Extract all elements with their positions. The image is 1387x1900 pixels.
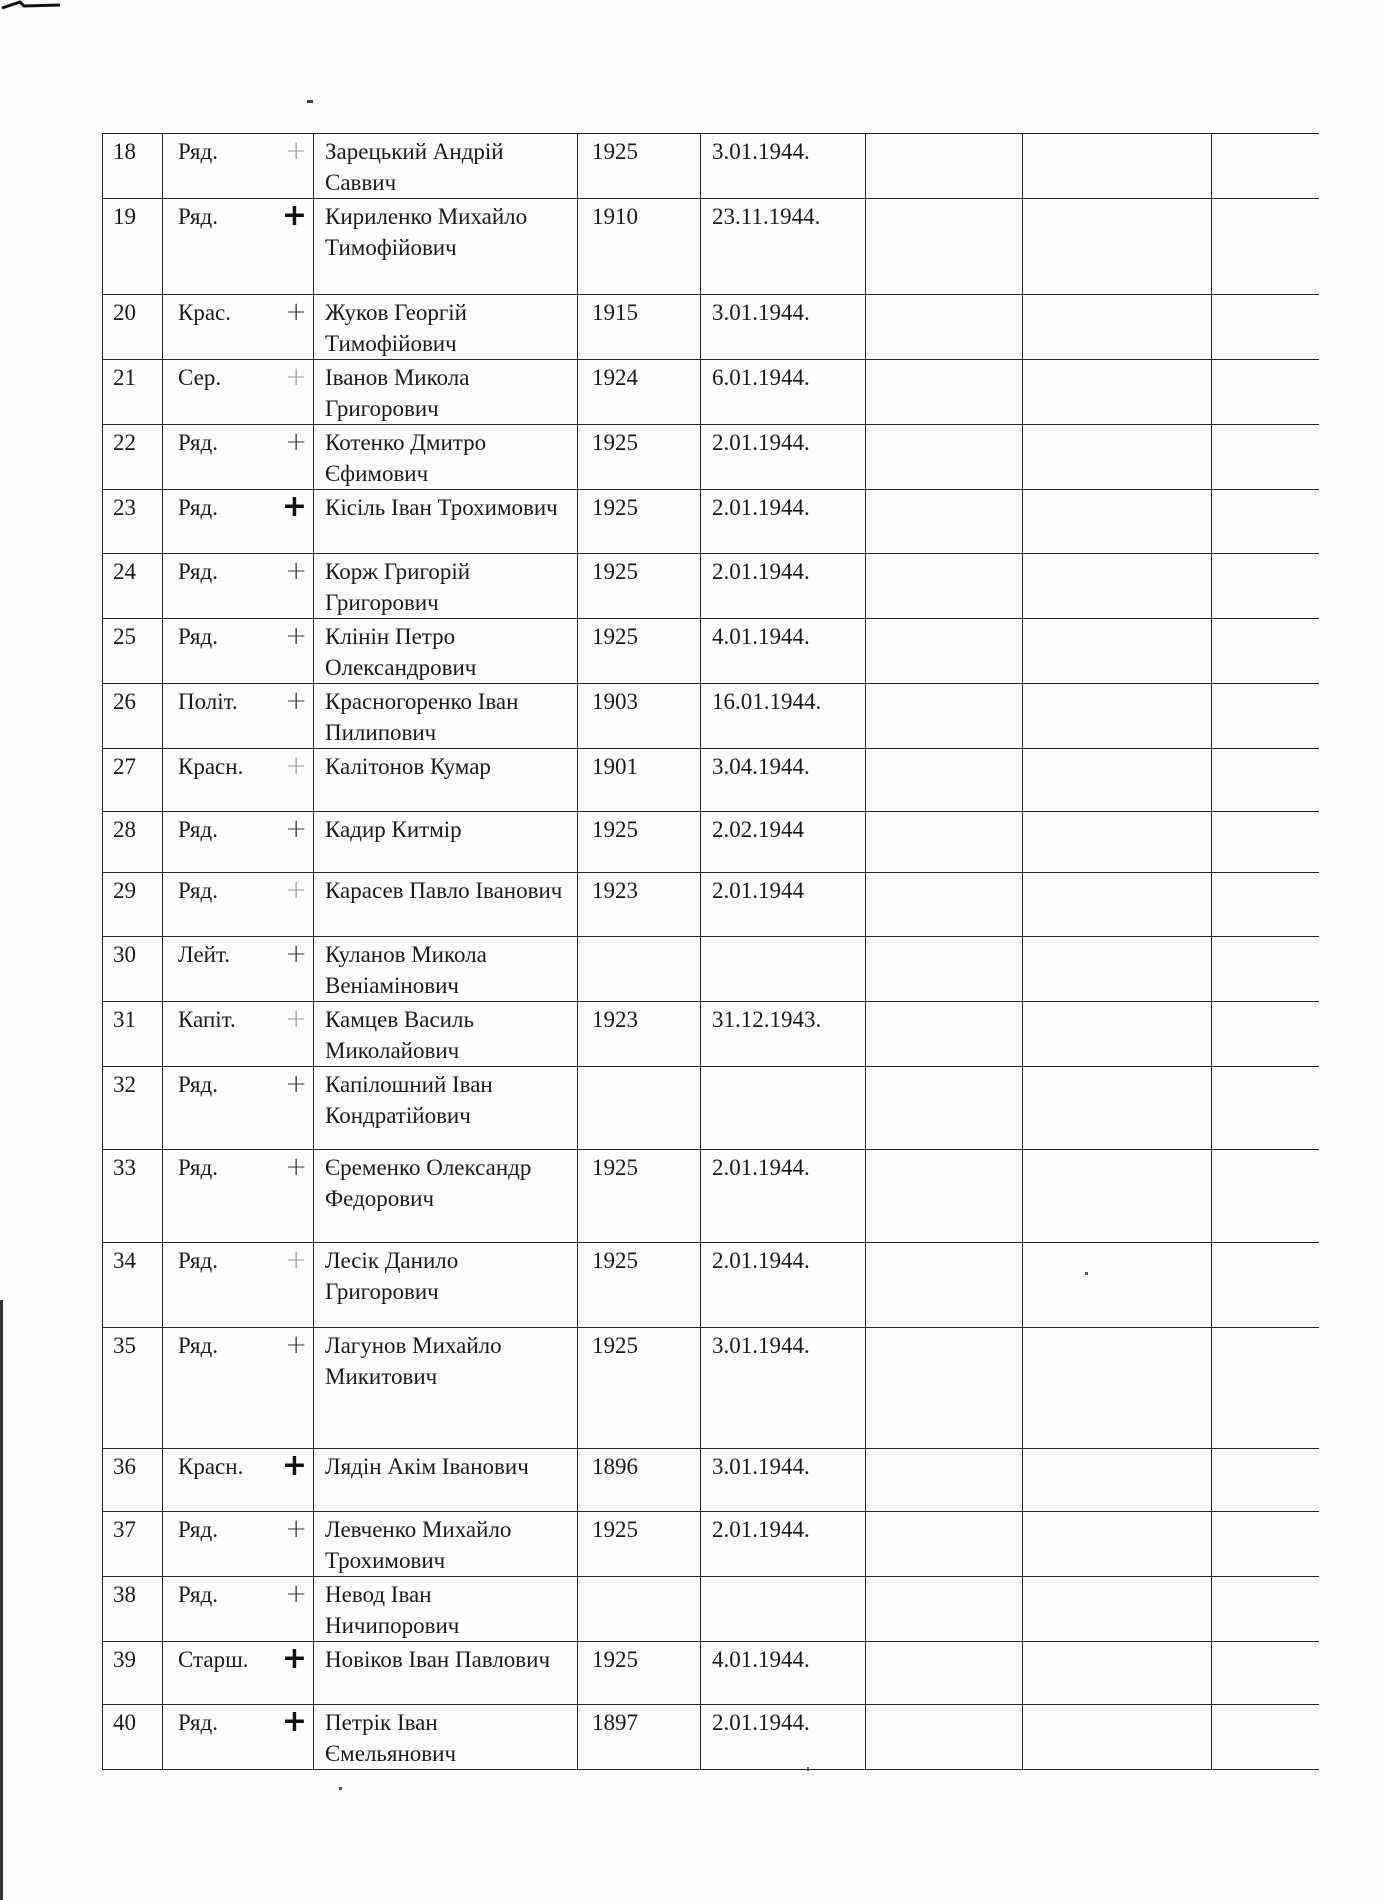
rank-cell: Ряд. + [163, 199, 314, 295]
name-cell: Єременко Олександр Федорович [314, 1150, 578, 1243]
death-date-cell: 4.01.1944. [701, 619, 866, 684]
table-row [103, 1642, 1319, 1705]
table-row [103, 1577, 1319, 1642]
empty-cell [1023, 1243, 1212, 1328]
birth-year-cell: 1925 [578, 425, 701, 490]
empty-cell [1023, 749, 1212, 812]
table-row [103, 684, 1319, 749]
row-number-cell: 34 [103, 1243, 163, 1328]
handwritten-cross-icon: + [281, 1448, 307, 1483]
casualty-table [102, 133, 1318, 1770]
handwritten-cross-icon: + [285, 1579, 307, 1609]
rank-cell: Ряд. + [163, 1328, 314, 1449]
table-row [103, 937, 1319, 1002]
birth-year-cell: 1925 [578, 1642, 701, 1705]
empty-cell [866, 749, 1023, 812]
birth-year-cell [578, 937, 701, 1002]
name-cell: Корж Григорій Григорович [314, 554, 578, 619]
handwritten-cross-icon: + [285, 427, 307, 457]
birth-year-cell: 1925 [578, 1512, 701, 1577]
row-number-cell: 25 [103, 619, 163, 684]
empty-cell [866, 684, 1023, 749]
name-cell: Кадир Китмір [314, 812, 578, 873]
handwritten-cross-icon: + [285, 297, 307, 327]
name-cell: Кісіль Іван Трохимович [314, 490, 578, 554]
handwritten-cross-icon: + [281, 1704, 307, 1739]
empty-cell [866, 1449, 1023, 1512]
birth-year-cell: 1925 [578, 812, 701, 873]
name-cell: Новіков Іван Павлович [314, 1642, 578, 1705]
empty-cell [866, 295, 1023, 360]
table-row [103, 1002, 1319, 1067]
empty-cell [1212, 1328, 1319, 1449]
name-cell: Лагунов Михайло Микитович [314, 1328, 578, 1449]
empty-cell [866, 554, 1023, 619]
empty-cell [1212, 360, 1319, 425]
death-date-cell: 4.01.1944. [701, 1642, 866, 1705]
name-cell: Лесік Данило Григорович [314, 1243, 578, 1328]
empty-cell [1212, 1705, 1319, 1770]
rank-cell: Сер. + [163, 360, 314, 425]
row-number-cell: 31 [103, 1002, 163, 1067]
empty-cell [866, 1642, 1023, 1705]
name-cell: Лядін Акім Іванович [314, 1449, 578, 1512]
row-number-cell: 30 [103, 937, 163, 1002]
empty-cell [866, 490, 1023, 554]
scan-left-edge [0, 1300, 3, 1900]
name-cell: Кириленко Михайло Тимофійович [314, 199, 578, 295]
handwritten-cross-icon: + [285, 751, 307, 781]
table-row [103, 360, 1319, 425]
rank-cell: Красн. + [163, 1449, 314, 1512]
empty-cell [1023, 873, 1212, 937]
empty-cell [1023, 1328, 1212, 1449]
birth-year-cell: 1915 [578, 295, 701, 360]
empty-cell [1212, 619, 1319, 684]
empty-cell [1023, 360, 1212, 425]
death-date-cell: 3.01.1944. [701, 134, 866, 199]
death-date-cell: 6.01.1944. [701, 360, 866, 425]
row-number-cell: 38 [103, 1577, 163, 1642]
empty-cell [1023, 684, 1212, 749]
row-number-cell: 35 [103, 1328, 163, 1449]
empty-cell [866, 1150, 1023, 1243]
rank-cell: Ряд. + [163, 1705, 314, 1770]
birth-year-cell [578, 1577, 701, 1642]
table-row [103, 749, 1319, 812]
empty-cell [1212, 749, 1319, 812]
rank-cell: Ряд. + [163, 554, 314, 619]
handwritten-cross-icon: + [281, 198, 307, 233]
table-row [103, 199, 1319, 295]
handwritten-cross-icon: + [285, 1245, 307, 1275]
rank-cell: Капіт. + [163, 1002, 314, 1067]
table-row [103, 812, 1319, 873]
empty-cell [1212, 1642, 1319, 1705]
row-number-cell: 24 [103, 554, 163, 619]
table-row [103, 490, 1319, 554]
handwritten-cross-icon: + [281, 1641, 307, 1676]
name-cell: Левченко Михайло Трохимович [314, 1512, 578, 1577]
empty-cell [866, 619, 1023, 684]
empty-cell [1212, 1243, 1319, 1328]
birth-year-cell: 1925 [578, 1150, 701, 1243]
empty-cell [866, 937, 1023, 1002]
table-row [103, 1705, 1319, 1770]
empty-cell [1023, 554, 1212, 619]
row-number-cell: 23 [103, 490, 163, 554]
name-cell: Зарецький Андрій Саввич [314, 134, 578, 199]
name-cell: Котенко Дмитро Єфимович [314, 425, 578, 490]
rank-cell: Ряд. + [163, 1150, 314, 1243]
row-number-cell: 29 [103, 873, 163, 937]
rank-cell: Ряд. + [163, 873, 314, 937]
handwritten-cross-icon: + [285, 1069, 307, 1099]
empty-cell [866, 812, 1023, 873]
rank-cell: Крас. + [163, 295, 314, 360]
empty-cell [1023, 1705, 1212, 1770]
empty-cell [1212, 1577, 1319, 1642]
empty-cell [1212, 1150, 1319, 1243]
birth-year-cell: 1901 [578, 749, 701, 812]
table-row [103, 295, 1319, 360]
birth-year-cell: 1925 [578, 1328, 701, 1449]
empty-cell [1212, 199, 1319, 295]
handwritten-cross-icon: + [281, 489, 307, 524]
table-row [103, 134, 1319, 199]
empty-cell [1212, 684, 1319, 749]
birth-year-cell: 1924 [578, 360, 701, 425]
handwritten-cross-icon: + [285, 939, 307, 969]
birth-year-cell: 1923 [578, 1002, 701, 1067]
empty-cell [866, 1705, 1023, 1770]
birth-year-cell: 1923 [578, 873, 701, 937]
name-cell: Карасев Павло Іванович [314, 873, 578, 937]
name-cell: Капілошний Іван Кондратійович [314, 1067, 578, 1150]
scan-corner-mark [0, 0, 80, 14]
handwritten-cross-icon: + [285, 814, 307, 844]
row-number-cell: 18 [103, 134, 163, 199]
rank-cell: Лейт. + [163, 937, 314, 1002]
table-row [103, 1512, 1319, 1577]
handwritten-cross-icon: + [285, 136, 307, 166]
name-cell: Невод Іван Ничипорович [314, 1577, 578, 1642]
empty-cell [1023, 1150, 1212, 1243]
empty-cell [1212, 425, 1319, 490]
death-date-cell [701, 1067, 866, 1150]
death-date-cell: 2.01.1944. [701, 490, 866, 554]
rank-cell: Політ. + [163, 684, 314, 749]
row-number-cell: 22 [103, 425, 163, 490]
birth-year-cell: 1903 [578, 684, 701, 749]
empty-cell [1023, 1642, 1212, 1705]
table-row [103, 425, 1319, 490]
scan-dot [339, 1787, 342, 1790]
empty-cell [1212, 134, 1319, 199]
handwritten-cross-icon: + [285, 1330, 307, 1360]
row-number-cell: 32 [103, 1067, 163, 1150]
row-number-cell: 20 [103, 295, 163, 360]
birth-year-cell: 1925 [578, 490, 701, 554]
empty-cell [1023, 1067, 1212, 1150]
name-cell: Жуков Георгій Тимофійович [314, 295, 578, 360]
rank-cell: Ряд. + [163, 425, 314, 490]
death-date-cell: 16.01.1944. [701, 684, 866, 749]
death-date-cell: 2.01.1944. [701, 1243, 866, 1328]
row-number-cell: 27 [103, 749, 163, 812]
rank-cell: Ряд. + [163, 1512, 314, 1577]
scan-dot [307, 100, 313, 103]
birth-year-cell [578, 1067, 701, 1150]
name-cell: Красногоренко Іван Пилипович [314, 684, 578, 749]
table-row [103, 619, 1319, 684]
handwritten-cross-icon: + [285, 1152, 307, 1182]
table-row [103, 1243, 1319, 1328]
name-cell: Клінін Петро Олександрович [314, 619, 578, 684]
empty-cell [866, 1002, 1023, 1067]
handwritten-cross-icon: + [285, 875, 307, 905]
table-row [103, 1067, 1319, 1150]
name-cell: Куланов Микола Веніамінович [314, 937, 578, 1002]
empty-cell [1212, 490, 1319, 554]
empty-cell [1212, 554, 1319, 619]
name-cell: Петрік Іван Ємельянович [314, 1705, 578, 1770]
empty-cell [866, 1512, 1023, 1577]
rank-cell: Красн. + [163, 749, 314, 812]
empty-cell [866, 425, 1023, 490]
empty-cell [866, 199, 1023, 295]
death-date-cell: 2.02.1944 [701, 812, 866, 873]
empty-cell [1212, 295, 1319, 360]
rank-cell: Ряд. + [163, 490, 314, 554]
row-number-cell: 26 [103, 684, 163, 749]
empty-cell [866, 1067, 1023, 1150]
row-number-cell: 37 [103, 1512, 163, 1577]
table-row [103, 1449, 1319, 1512]
empty-cell [1023, 199, 1212, 295]
row-number-cell: 21 [103, 360, 163, 425]
empty-cell [1023, 295, 1212, 360]
empty-cell [1023, 937, 1212, 1002]
empty-cell [1023, 1577, 1212, 1642]
handwritten-cross-icon: + [285, 686, 307, 716]
empty-cell [866, 134, 1023, 199]
empty-cell [1023, 1512, 1212, 1577]
death-date-cell: 2.01.1944. [701, 1150, 866, 1243]
death-date-cell [701, 1577, 866, 1642]
table-row [103, 1328, 1319, 1449]
rank-cell: Ряд. + [163, 1067, 314, 1150]
empty-cell [1212, 1002, 1319, 1067]
empty-cell [1023, 1002, 1212, 1067]
death-date-cell: 2.01.1944 [701, 873, 866, 937]
handwritten-cross-icon: + [285, 1004, 307, 1034]
table-row [103, 873, 1319, 937]
row-number-cell: 36 [103, 1449, 163, 1512]
row-number-cell: 40 [103, 1705, 163, 1770]
empty-cell [1212, 1512, 1319, 1577]
empty-cell [1023, 812, 1212, 873]
handwritten-cross-icon: + [285, 1514, 307, 1544]
rank-cell: Ряд. + [163, 619, 314, 684]
birth-year-cell: 1896 [578, 1449, 701, 1512]
death-date-cell: 3.01.1944. [701, 1449, 866, 1512]
death-date-cell [701, 937, 866, 1002]
death-date-cell: 2.01.1944. [701, 1512, 866, 1577]
rank-cell: Ряд. + [163, 134, 314, 199]
empty-cell [1023, 490, 1212, 554]
handwritten-cross-icon: + [285, 362, 307, 392]
empty-cell [1023, 425, 1212, 490]
name-cell: Камцев Василь Миколайович [314, 1002, 578, 1067]
empty-cell [1212, 1449, 1319, 1512]
handwritten-cross-icon: + [285, 556, 307, 586]
death-date-cell: 2.01.1944. [701, 554, 866, 619]
death-date-cell: 2.01.1944. [701, 1705, 866, 1770]
birth-year-cell: 1925 [578, 134, 701, 199]
handwritten-cross-icon: + [285, 621, 307, 651]
empty-cell [866, 1577, 1023, 1642]
death-date-cell: 23.11.1944. [701, 199, 866, 295]
rank-cell: Ряд. + [163, 1243, 314, 1328]
row-number-cell: 33 [103, 1150, 163, 1243]
row-number-cell: 28 [103, 812, 163, 873]
name-cell: Іванов Микола Григорович [314, 360, 578, 425]
name-cell: Калітонов Кумар [314, 749, 578, 812]
empty-cell [866, 360, 1023, 425]
empty-cell [1023, 134, 1212, 199]
empty-cell [866, 1328, 1023, 1449]
rank-cell: Ряд. + [163, 1577, 314, 1642]
table-body [103, 134, 1319, 1770]
empty-cell [1023, 619, 1212, 684]
death-date-cell: 3.01.1944. [701, 295, 866, 360]
row-number-cell: 19 [103, 199, 163, 295]
birth-year-cell: 1925 [578, 1243, 701, 1328]
empty-cell [1212, 812, 1319, 873]
rank-cell: Ряд. + [163, 812, 314, 873]
empty-cell [866, 1243, 1023, 1328]
rank-cell: Старш. + [163, 1642, 314, 1705]
table-row [103, 554, 1319, 619]
table-row [103, 1150, 1319, 1243]
empty-cell [1212, 873, 1319, 937]
empty-cell [1212, 937, 1319, 1002]
birth-year-cell: 1897 [578, 1705, 701, 1770]
birth-year-cell: 1925 [578, 554, 701, 619]
empty-cell [866, 873, 1023, 937]
death-date-cell: 3.01.1944. [701, 1328, 866, 1449]
birth-year-cell: 1910 [578, 199, 701, 295]
row-number-cell: 39 [103, 1642, 163, 1705]
empty-cell [1023, 1449, 1212, 1512]
empty-cell [1212, 1067, 1319, 1150]
death-date-cell: 3.04.1944. [701, 749, 866, 812]
death-date-cell: 2.01.1944. [701, 425, 866, 490]
birth-year-cell: 1925 [578, 619, 701, 684]
death-date-cell: 31.12.1943. [701, 1002, 866, 1067]
